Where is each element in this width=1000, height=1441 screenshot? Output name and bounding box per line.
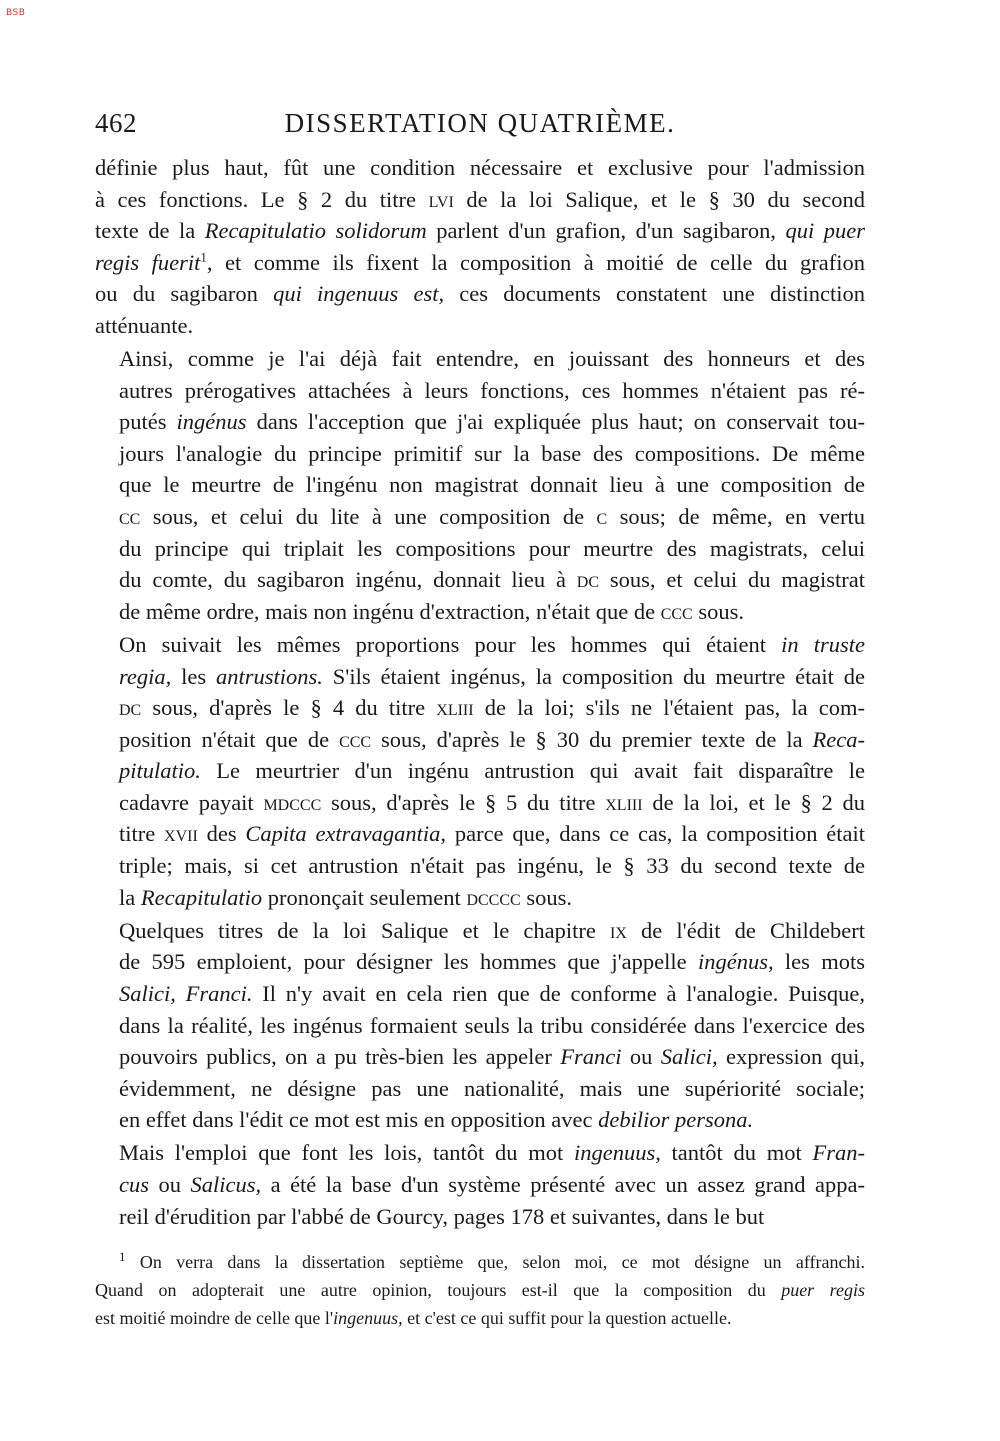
text-line [95, 724, 865, 756]
running-title: DISSERTATION QUATRIÈME. [284, 108, 676, 138]
text-run: de la loi, et le § 2 du [642, 789, 866, 815]
italic-text: cus [119, 1172, 149, 1197]
roman-numeral: cc [119, 504, 141, 530]
text-line [95, 501, 865, 533]
text-run: ou du sagibaron [95, 281, 274, 307]
text-run: de même ordre, mais non ingénu d'extraction, n'était que de [119, 598, 661, 624]
text-run: Mais l'emploi que font les lois, tantôt du mot [119, 1140, 574, 1166]
text-line [95, 850, 865, 882]
text-line [95, 343, 865, 375]
text-run: sous, d'après le § 5 du titre [321, 789, 606, 815]
italic-text: Fran- [812, 1140, 865, 1166]
text-run: que le meurtre de l'ingénu non magistrat donnait lieu à une composition de [119, 472, 865, 498]
italic-text: antrustions. [216, 663, 323, 689]
paragraph-1 [95, 152, 865, 342]
text-line [95, 755, 865, 787]
text-line [95, 469, 865, 501]
text-run: sous, d'après le § 30 du premier texte de la [371, 726, 813, 752]
text-run: du principe qui triplait les compositions pour meurtre des magistrats, celui [119, 535, 865, 561]
italic-text: Reca- [812, 726, 866, 752]
roman-numeral: dcccc [466, 884, 521, 910]
roman-numeral: lvi [428, 186, 454, 212]
text-run: en effet dans l'édit ce mot est mis en opposition avec [119, 1107, 599, 1133]
text-line [95, 1010, 865, 1042]
text-line [95, 278, 865, 310]
roman-numeral: dc [119, 695, 142, 721]
text-run: à ces fonctions. Le § 2 du titre [95, 186, 429, 212]
footnotes [95, 1248, 865, 1332]
italic-text: Salici, Franci. [119, 980, 253, 1006]
text-run: sous. [520, 884, 572, 910]
text-line [95, 215, 865, 247]
text-line [95, 1073, 865, 1105]
italic-text: Franci [560, 1044, 622, 1070]
italic-text: regis fuerit [95, 249, 201, 275]
text-line [95, 533, 865, 565]
text-run: cadavre payait [119, 789, 264, 815]
roman-numeral: xvii [164, 821, 198, 847]
paragraph-4 [95, 915, 865, 1136]
text-line [95, 1104, 865, 1136]
text-run: ou [621, 1044, 661, 1070]
text-run: sous, et celui du lite à une composition de [140, 504, 597, 530]
text-line [95, 787, 865, 819]
text-run: pouvoirs publics, on a pu très-bien les appeler [119, 1044, 561, 1070]
text-line [95, 882, 865, 914]
text-run: de 595 emploient, pour désigner les hommes que j'appelle [119, 949, 698, 975]
text-run: ou [149, 1172, 191, 1197]
text-run: autres prérogatives attachées à leurs fonctions, ces hommes n'étaient pas ré- [119, 377, 865, 403]
library-stamp: BSB [6, 8, 26, 18]
italic-text: qui puer [785, 218, 865, 244]
text-run: les [171, 663, 217, 689]
text-line [95, 818, 865, 850]
roman-numeral: ix [610, 917, 627, 943]
italic-text: puer regis [781, 1280, 865, 1300]
text-line [95, 978, 865, 1010]
text-line [95, 946, 865, 978]
text-run: la [119, 884, 141, 910]
text-line [95, 629, 865, 661]
text-line [95, 375, 865, 407]
text-run: tantôt du mot [660, 1140, 813, 1166]
italic-text: Salici, [660, 1044, 718, 1070]
text-run: dans la réalité, les ingénus formaient seuls la tribu considérée dans l'exercice des [119, 1012, 865, 1038]
text-run: putés [119, 409, 177, 435]
italic-text: Capita extravagantia, [245, 821, 447, 847]
text-line [95, 1248, 865, 1276]
footnote-marker: 1 [119, 1249, 126, 1264]
text-run: jours l'analogie du principe primitif sur la base des compositions. De même [119, 440, 865, 466]
text-run: de la loi; s'ils ne l'étaient pas, la com- [473, 695, 865, 721]
text-line [95, 1276, 865, 1304]
text-run: atténuante. [95, 312, 194, 338]
italic-text: debilior persona. [598, 1107, 754, 1133]
text-run: Le meurtrier d'un ingénu antrustion qui avait fait disparaître le [200, 758, 865, 784]
text-run: On suivait les mêmes proportions pour les hommes qui étaient [119, 631, 782, 657]
roman-numeral: ccc [660, 598, 693, 624]
italic-text: regia, [119, 663, 172, 689]
text-run: On verra dans la dissertation septième que, selon moi, ce mot désigne un affranchi. [125, 1252, 865, 1272]
text-line [95, 438, 865, 470]
text-line [95, 1137, 865, 1169]
italic-text: ingénus, [697, 949, 774, 975]
italic-text: ingenuus, [333, 1308, 403, 1328]
text-run: dans l'acception que j'ai expliquée plus haut; on conservait tou- [246, 409, 865, 435]
text-run: définie plus haut, fût une condition nécessaire et exclusive pour l'admission [95, 155, 865, 180]
text-run: texte de la [95, 218, 205, 244]
text-run: a été la base d'un système présenté avec un assez grand appa- [261, 1172, 866, 1197]
footnote-1 [95, 1248, 865, 1332]
text-run: de l'édit de Childebert [626, 917, 865, 943]
text-run: position n'était que de [119, 726, 340, 752]
text-run: S'ils étaient ingénus, la composition du meurtre était de [322, 663, 865, 689]
text-run: et c'est ce qui suffit pour la question actuelle. [402, 1308, 732, 1328]
italic-text: Recapitulatio solidorum [204, 218, 427, 244]
text-line [95, 310, 865, 342]
text-run: Quelques titres de la loi Salique et le chapitre [119, 917, 610, 943]
text-run: Il n'y avait en cela rien que de conforme à l'analogie. Puisque, [252, 980, 865, 1006]
page-header [95, 108, 865, 144]
text-line [95, 915, 865, 947]
text-run: des [197, 821, 246, 847]
paragraph-2 [95, 343, 865, 627]
italic-text: Salicus, [190, 1172, 262, 1197]
text-run: est moitié moindre de celle que l' [95, 1308, 334, 1328]
italic-text: qui ingenuus est, [273, 281, 445, 307]
text-run: du comte, du sagibaron ingénu, donnait lieu à [119, 567, 577, 593]
body-text [95, 152, 865, 1234]
text-run: Ainsi, comme je l'ai déjà fait entendre, en jouissant des honneurs et des [119, 346, 865, 372]
text-line [95, 692, 865, 724]
text-run: les mots [773, 949, 865, 975]
text-line [95, 247, 865, 279]
roman-numeral: xliii [605, 789, 643, 815]
text-run: évidemment, ne désigne pas une nationalité, mais une supériorité sociale; [119, 1075, 865, 1101]
roman-numeral: ccc [339, 726, 372, 752]
text-run: sous. [692, 598, 744, 624]
text-line [95, 1041, 865, 1073]
roman-numeral: dc [576, 567, 600, 593]
text-run: prononçait seulement [262, 884, 467, 910]
text-run: parce que, dans ce cas, la composition était [446, 821, 865, 847]
text-run: sous, et celui du magistrat [599, 567, 866, 593]
paragraph-3 [95, 629, 865, 913]
text-run: sous, d'après le § 4 du titre [141, 695, 437, 721]
text-run: sous; de même, en vertu [607, 504, 865, 530]
roman-numeral: xliii [436, 695, 474, 721]
italic-text: Recapitulatio [140, 884, 263, 910]
italic-text: in truste [781, 631, 865, 657]
text-run: , et comme ils fixent la composition à moitié de celle du grafion [206, 249, 865, 275]
page-number: 462 [95, 108, 137, 138]
text-run: expression qui, [717, 1044, 865, 1070]
text-run: de la loi Salique, et le § 30 du second [453, 186, 866, 212]
text-line [95, 184, 865, 216]
italic-text: pitulatio. [119, 758, 201, 784]
text-run: reil d'érudition par l'abbé de Gourcy, pages 178 et suivantes, dans le but [119, 1203, 765, 1229]
text-line [95, 564, 865, 596]
text-run: triple; mais, si cet antrustion n'était pas ingénu, le § 33 du second texte de [119, 853, 865, 879]
paragraph-5 [95, 1137, 865, 1232]
text-run: Quand on adopterait une autre opinion, toujours est-il que la composition du [95, 1280, 782, 1300]
text-run: ces documents constatent une distinction [444, 281, 865, 307]
footnote-marker: 1 [200, 249, 207, 265]
text-run: titre [119, 821, 165, 847]
text-line [95, 661, 865, 693]
roman-numeral: mdccc [263, 789, 322, 815]
text-line [95, 596, 865, 628]
text-line [95, 1304, 865, 1332]
text-line [95, 1169, 865, 1201]
text-line [95, 152, 865, 184]
text-line [95, 1201, 865, 1233]
text-line [95, 406, 865, 438]
italic-text: ingénus [176, 409, 247, 435]
italic-text: ingenuus, [573, 1140, 661, 1166]
text-run: parlent d'un grafion, d'un sagibaron, [426, 218, 786, 244]
roman-numeral: c [596, 504, 608, 530]
